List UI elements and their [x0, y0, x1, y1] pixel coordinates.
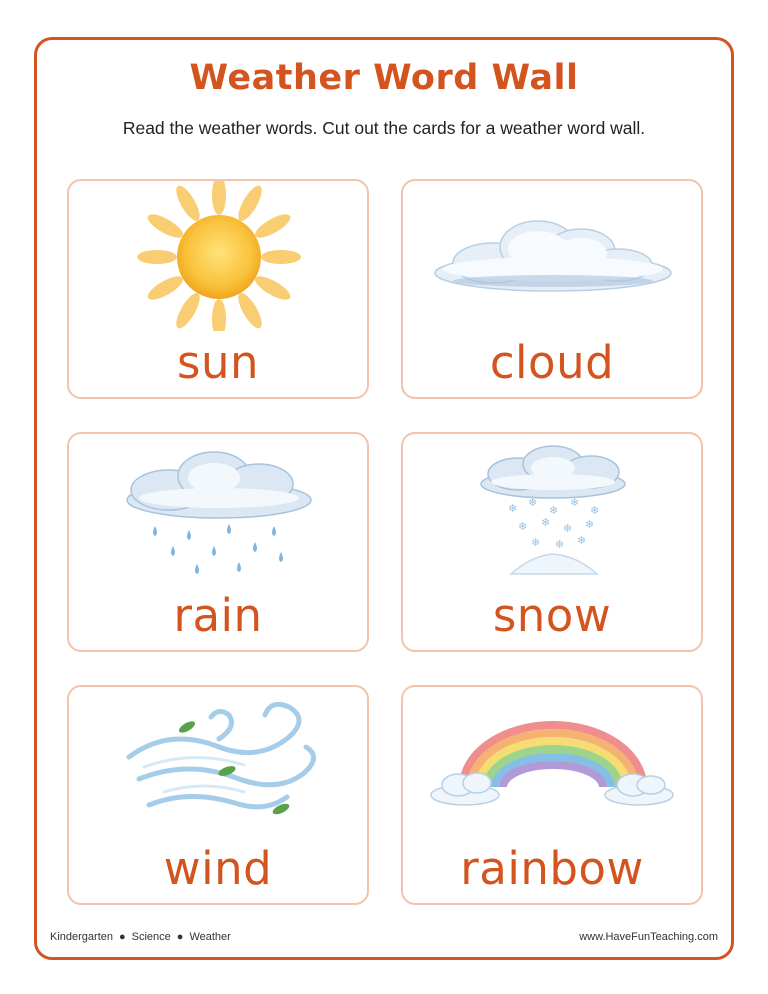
svg-text:❄: ❄	[570, 496, 580, 509]
cloud-icon	[403, 181, 701, 331]
svg-text:❄: ❄	[528, 496, 538, 509]
svg-text:❄: ❄	[585, 518, 595, 531]
svg-text:❄: ❄	[590, 504, 600, 517]
card-word: wind	[163, 842, 273, 895]
svg-text:❄: ❄	[577, 534, 587, 547]
svg-text:❄: ❄	[555, 538, 565, 551]
svg-text:❄: ❄	[541, 516, 551, 529]
subject-label: Science	[131, 931, 171, 943]
card-word: snow	[492, 589, 612, 642]
card-word: sun	[177, 336, 259, 389]
word-card-rainbow	[401, 685, 703, 905]
separator-dot: ●	[176, 931, 184, 943]
topic-label: Weather	[189, 931, 231, 943]
card-word: cloud	[489, 336, 615, 389]
svg-text:❄: ❄	[518, 520, 528, 533]
snow-cloud-icon	[403, 434, 701, 584]
footer-tags	[50, 931, 231, 943]
word-card-sun	[67, 179, 369, 399]
svg-text:❄: ❄	[508, 502, 518, 515]
sun-icon	[69, 181, 367, 331]
instructions-text: Read the weather words. Cut out the cards for a weather word wall.	[122, 118, 646, 138]
word-card-snow	[401, 432, 703, 652]
word-card-wind	[67, 685, 369, 905]
card-word: rain	[173, 589, 263, 642]
rain-cloud-icon	[69, 434, 367, 584]
svg-text:❄: ❄	[563, 522, 573, 535]
word-card-cloud	[401, 179, 703, 399]
rainbow-icon	[403, 687, 701, 837]
website-link[interactable]: www.HaveFunTeaching.com	[579, 931, 718, 943]
svg-text:❄: ❄	[549, 504, 559, 517]
page-title: Weather Word Wall	[189, 58, 579, 98]
wind-swirl-icon	[69, 687, 367, 837]
card-word: rainbow	[460, 842, 644, 895]
svg-text:❄: ❄	[531, 536, 541, 549]
word-card-rain	[67, 432, 369, 652]
grade-label: Kindergarten	[50, 931, 113, 943]
separator-dot: ●	[119, 931, 126, 943]
